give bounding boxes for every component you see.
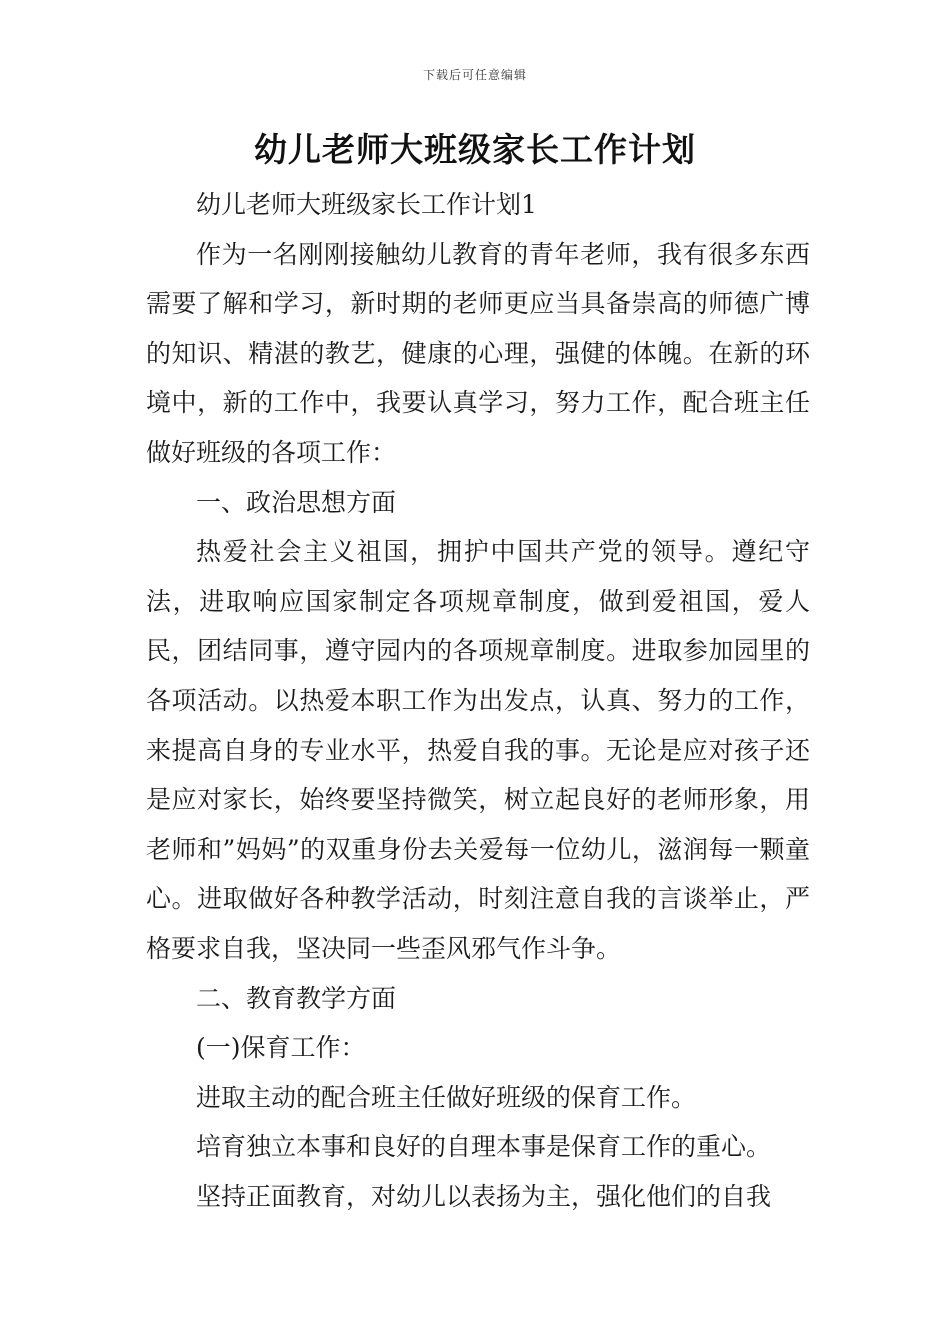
paragraph: 进取主动的配合班主任做好班级的保育工作。 <box>196 1082 697 1112</box>
document-body <box>146 180 810 1221</box>
paragraph: 作为一名刚刚接触幼儿教育的青年老师，我有很多东西需要了解和学习，新时期的老师更应当具备崇高的师德广博的知识、精湛的教艺，健康的心理，强健的体魄。在新的环境中，新的工作中，我要认真学习，努力工作，配合班主任做好班级的各项工作： <box>146 239 810 467</box>
section-heading: 一、政治思想方面 <box>196 487 397 517</box>
document-title: 幼儿老师大班级家长工作计划 <box>254 130 696 169</box>
paragraph: 坚持正面教育，对幼儿以表扬为主，强化他们的自我 <box>196 1181 772 1211</box>
section-heading: 幼儿老师大班级家长工作计划1 <box>196 190 537 219</box>
header-note: 下载后可任意编辑 <box>422 68 527 82</box>
paragraph: 热爱社会主义祖国，拥护中国共产党的领导。遵纪守法，进取响应国家制定各项规章制度，做到爱祖国，爱人民，团结同事，遵守园内的各项规章制度。进取参加园里的各项活动。以热爱本职工作为出发点，认真、努力的工作，来提高自身的专业水平，热爱自我的事。无论是应对孩子还是应对家长，始终要坚持微笑，树立起良好的老师形象，用老师和”妈妈”的双重身份去关爱每一位幼儿，滋润每一颗童心。进取做好各种教学活动，时刻注意自我的言谈举止，严格要求自我，坚决同一些歪风邪气作斗争。 <box>146 537 810 963</box>
section-heading: 二、教育教学方面 <box>196 983 397 1013</box>
subsection-heading: (一)保育工作： <box>196 1033 366 1063</box>
paragraph: 培育独立本事和良好的自理本事是保育工作的重心。 <box>196 1132 772 1162</box>
